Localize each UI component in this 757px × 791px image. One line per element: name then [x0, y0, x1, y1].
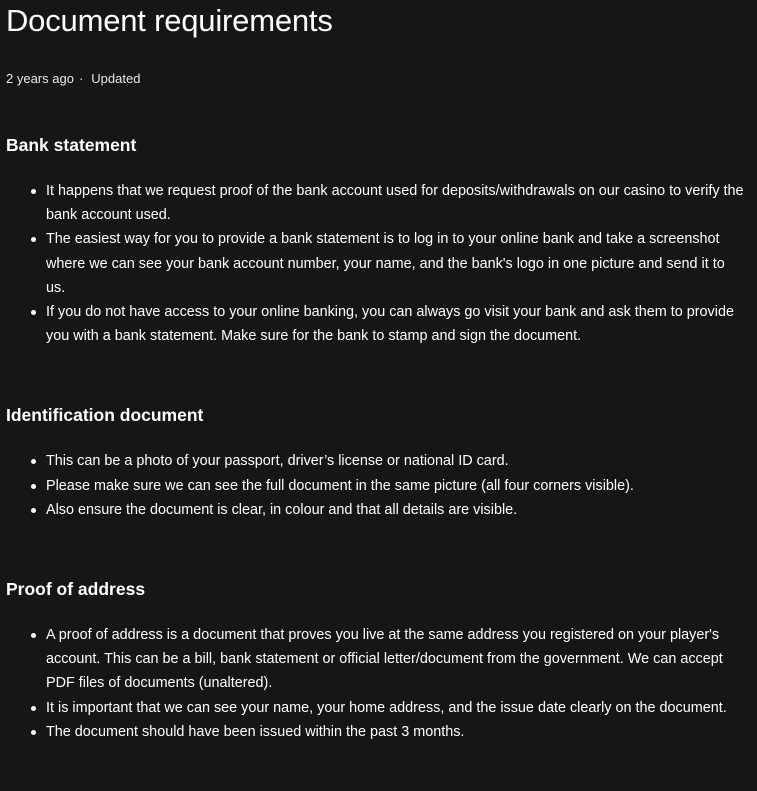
- meta-separator: ·: [78, 71, 84, 86]
- article-age: 2 years ago: [6, 71, 74, 86]
- list-item: The document should have been issued within the past 3 months.: [46, 720, 751, 744]
- article-meta: [6, 71, 751, 87]
- page-title: Document requirements: [6, 3, 333, 38]
- section-heading-identification-document: Identification document: [6, 405, 204, 426]
- list-item: A proof of address is a document that proves you live at the same address you registered on your player's account. This can be a bill, bank statement or official letter/document from the government. We can accept PDF files of documents (unaltered).: [46, 623, 751, 696]
- section-heading-proof-of-address: Proof of address: [6, 579, 146, 600]
- list-item: Please make sure we can see the full document in the same picture (all four corners visible).: [46, 474, 751, 498]
- identification-document-list: [6, 449, 751, 522]
- list-item: Also ensure the document is clear, in colour and that all details are visible.: [46, 498, 751, 522]
- list-item: If you do not have access to your online banking, you can always go visit your bank and ask them to provide you with a bank statement. Make sure for the bank to stamp and sign the document.: [46, 300, 751, 348]
- bank-statement-list: [6, 179, 751, 348]
- list-item: It is important that we can see your name, your home address, and the issue date clearly on the document.: [46, 696, 751, 720]
- section-heading-bank-statement: Bank statement: [6, 135, 137, 155]
- list-item: The easiest way for you to provide a bank statement is to log in to your online bank and take a screenshot where we can see your bank account number, your name, and the bank's logo in one picture and send it to us.: [46, 227, 751, 300]
- proof-of-address-list: [6, 623, 751, 744]
- list-item: It happens that we request proof of the bank account used for deposits/withdrawals on our casino to verify the bank account used.: [46, 179, 751, 227]
- list-item: This can be a photo of your passport, driver’s license or national ID card.: [46, 449, 751, 473]
- article-status: Updated: [91, 71, 141, 86]
